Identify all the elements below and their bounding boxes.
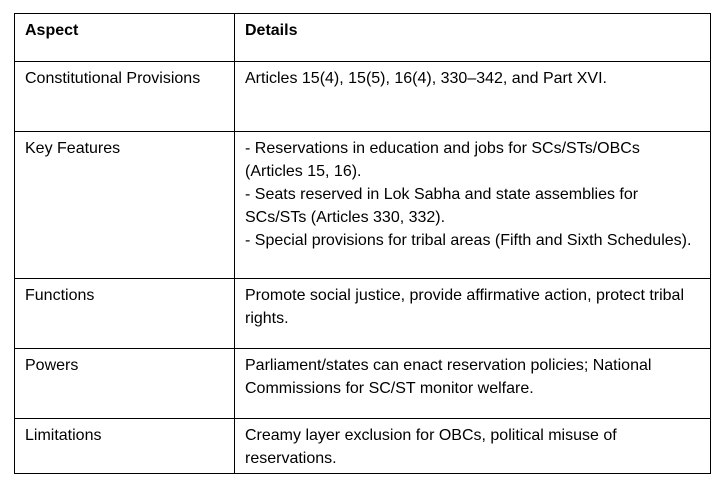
details-line: - Reservations in education and jobs for SCs/STs/OBCs (Articles 15, 16). — [245, 140, 640, 180]
details-line: Promote social justice, provide affirmative action, protect tribal rights. — [245, 287, 685, 327]
details-line: Parliament/states can enact reservation policies; National Commissions for SC/ST monitor welfare. — [245, 357, 652, 397]
table-header-row — [15, 14, 711, 62]
details-cell — [235, 279, 711, 349]
table-row — [15, 279, 711, 349]
table-row — [15, 419, 711, 474]
aspect-cell: Key Features — [15, 132, 235, 279]
table-row — [15, 349, 711, 419]
aspect-details-table — [14, 13, 711, 474]
details-line: Articles 15(4), 15(5), 16(4), 330–342, and Part XVI. — [245, 70, 607, 87]
table-row — [15, 132, 711, 279]
table-row — [15, 62, 711, 132]
details-cell — [235, 132, 711, 279]
details-line: Creamy layer exclusion for OBCs, political misuse of reservations. — [245, 427, 617, 467]
details-cell — [235, 62, 711, 132]
details-line: - Special provisions for tribal areas (Fifth and Sixth Schedules). — [245, 232, 692, 249]
details-cell — [235, 419, 711, 474]
aspect-cell: Powers — [15, 349, 235, 419]
details-cell — [235, 349, 711, 419]
header-details: Details — [235, 14, 711, 62]
header-aspect: Aspect — [15, 14, 235, 62]
aspect-cell: Constitutional Provisions — [15, 62, 235, 132]
aspect-cell: Limitations — [15, 419, 235, 474]
aspect-cell: Functions — [15, 279, 235, 349]
details-line: - Seats reserved in Lok Sabha and state assemblies for SCs/STs (Articles 330, 332). — [245, 186, 639, 226]
